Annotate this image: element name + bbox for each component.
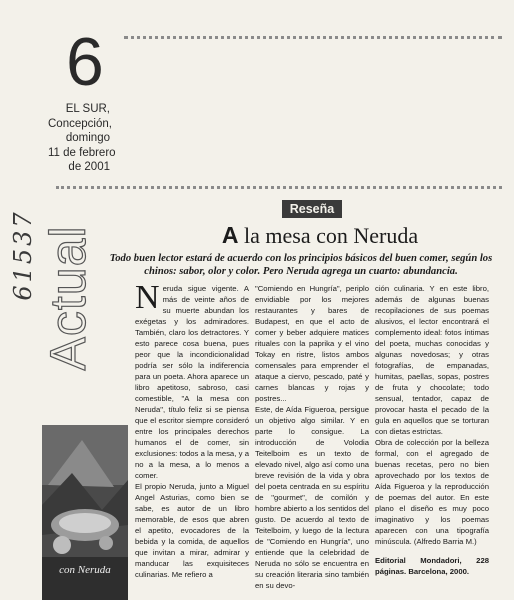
article-column-3 [375,283,489,577]
top-divider [124,36,502,39]
book-cover-caption: con Neruda [59,564,111,576]
paragraph: ción culinaria. Y en este libro, además de algunas buenas recopilaciones de sus poemas alusivos, el lector encontrará el complemento ideal: fotos íntimas del poeta, muchas conocidas y algunas novedosas; y otras fotografías, de empanadas, humitas, paellas, sopas, postres de fruta y chocolate; todo sensual, tentador, capaz de provocar hasta el pecado de la gula en aquellos que se torturan con dietas estrictas. [375,284,489,436]
publication-credit: Editorial Mondadori, 228 páginas. Barcelona, 2000. [375,556,489,576]
title-rest: la mesa con Neruda [238,223,419,248]
page-number: 6 [66,24,104,100]
masthead-line: de 2001 [68,161,110,173]
book-cover-image [42,425,128,600]
handwritten-number: 61537 [9,209,37,301]
paragraph: "Comiendo en Hungría", periplo envidiable por los mejores restaurantes y bares de Budapest, en que el acto de comer y beber adquiere matices rituales con la paprika y el vino Tokay en ristre, listos ambos comensales para emprender el ataque a ciervo, pescado, paté y carnes blancas y rojas y postres... [255,284,369,403]
article-column-2 [255,283,369,591]
masthead-line: EL SUR, [65,103,110,115]
paragraph: Este, de Aída Figueroa, persigue un objetivo algo similar. Y en parte lo consigue. La introducción de Volodia Teitelboim es un texto de elevado nivel, algo así como una breve revisión de la vida y obra del poeta centrada en su espíritu de "gourmet", de comilón y hombre abierto a los sentidos del gusto. De acuerdo al texto de Teitelboim, y luego de la lectura de "Comiendo en Hungría", uno entiende que la celebridad de Neruda no sólo se encuentra en su creación literaria sino también en su devo- [255,405,369,590]
title-first-letter: A [221,222,239,248]
masthead-line: domingo [65,132,110,144]
paragraph: El propio Neruda, junto a Miguel Angel Asturias, como bien se sabe, es autor de un libro memorable, de esos que abren el apetito, evocadores de la bebida y la comida, de aquellos que invitan a mirar, admirar y manducar las exquisiteces culinarias. Me refiero a [135,482,249,579]
section-name: Actual [40,225,96,371]
article-column-1 [135,279,249,580]
drop-cap: N [135,279,160,316]
article-lead: Todo buen lector estará de acuerdo con los principios básicos del buen comer, según los chinos: sabor, olor y color. Pero Neruda agrega un cuarto: abundancia. [109,253,493,277]
masthead-line: 11 de febrero [48,146,116,159]
section-label [42,188,94,408]
masthead-line: Concepción, [48,117,112,130]
section-divider [56,186,502,189]
book-cover-illustration [42,425,128,600]
handwritten-annotation [4,195,42,315]
paragraph: eruda sigue vigente. A más de veinte años de su muerte abundan los exégetas y los admiradores. También, claro los detractores. Y esto parece cosa buena, pues peor que la incondicionalidad podría ser sólo la indiferencia para un poeta. Ahora aparece un libro apetitoso, sabroso, casi comestible, "A la mesa con Neruda", título feliz si se piensa que el escritor siempre consideró entre los principales derechos humanos el de comer, sin exclusiones: todos a la mesa, y a no a la mesa, a lo menos a comer. [135,284,249,480]
article-title [150,222,490,249]
review-tag: Reseña [282,200,342,218]
paragraph: Obra de colección por la belleza formal, con el agregado de buenas recetas, pero no bien aprovechado por los textos de Aída Figueroa y la reproducción de poemas del autor. En este plano el diseño es muy poco imaginativo y los poemas aparecen con una tipografía minúscula. (Alfredo Barria M.) [375,438,489,546]
masthead [48,102,116,175]
